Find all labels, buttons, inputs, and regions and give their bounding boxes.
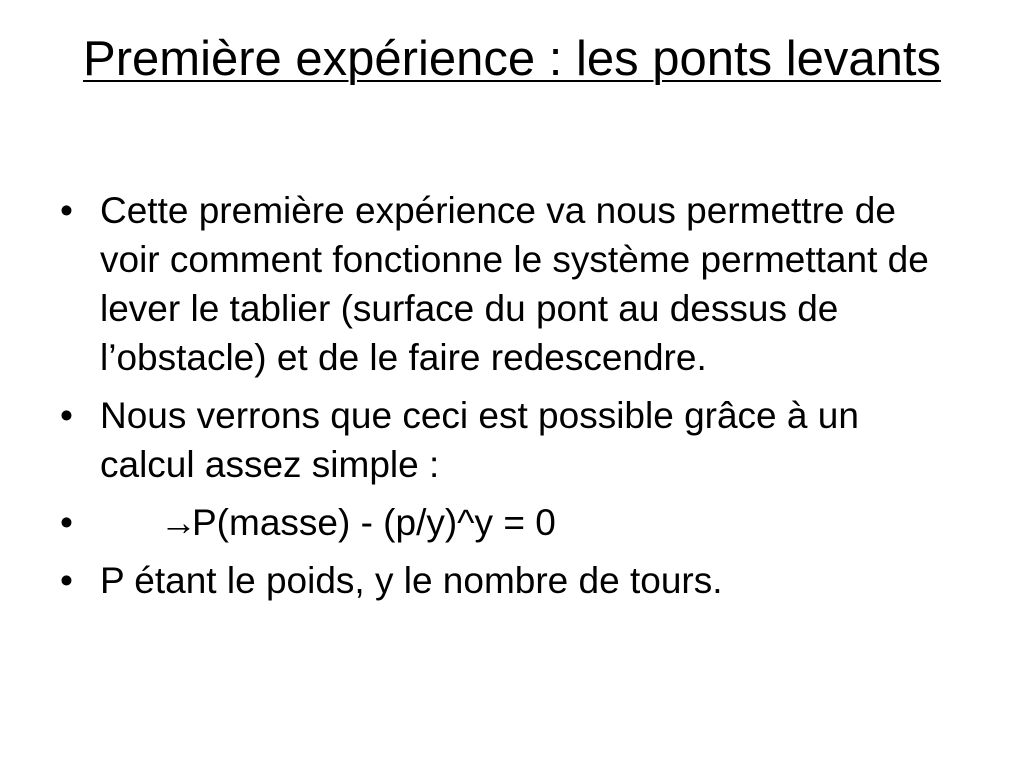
formula-text: P(masse) - (p/y)^y = 0: [192, 502, 556, 543]
bullet-icon: •: [60, 395, 73, 436]
slide-title: [60, 30, 964, 89]
bullet-text: Nous verrons que ceci est possible grâce à un calcul assez simple :: [100, 395, 859, 485]
arrow-right-icon: →: [160, 502, 197, 543]
bullet-item-calcul: [60, 391, 960, 489]
bullet-text: Cette première expérience va nous permettre de voir comment fonctionne le système permettant de lever le tablier (surface du pont au dessus de l’obstacle) et de le faire redescendre.: [100, 190, 929, 378]
bullet-item-definition: [60, 556, 960, 605]
bullet-icon: •: [60, 502, 73, 543]
bullet-list: [60, 186, 960, 614]
bullet-item-formula: [60, 498, 960, 547]
bullet-item-intro: [60, 186, 960, 382]
bullet-icon: •: [60, 560, 73, 601]
slide-title-text: Première expérience : les ponts levants: [83, 32, 941, 86]
bullet-text: P étant le poids, y le nombre de tours.: [100, 560, 723, 601]
bullet-icon: •: [60, 190, 73, 231]
